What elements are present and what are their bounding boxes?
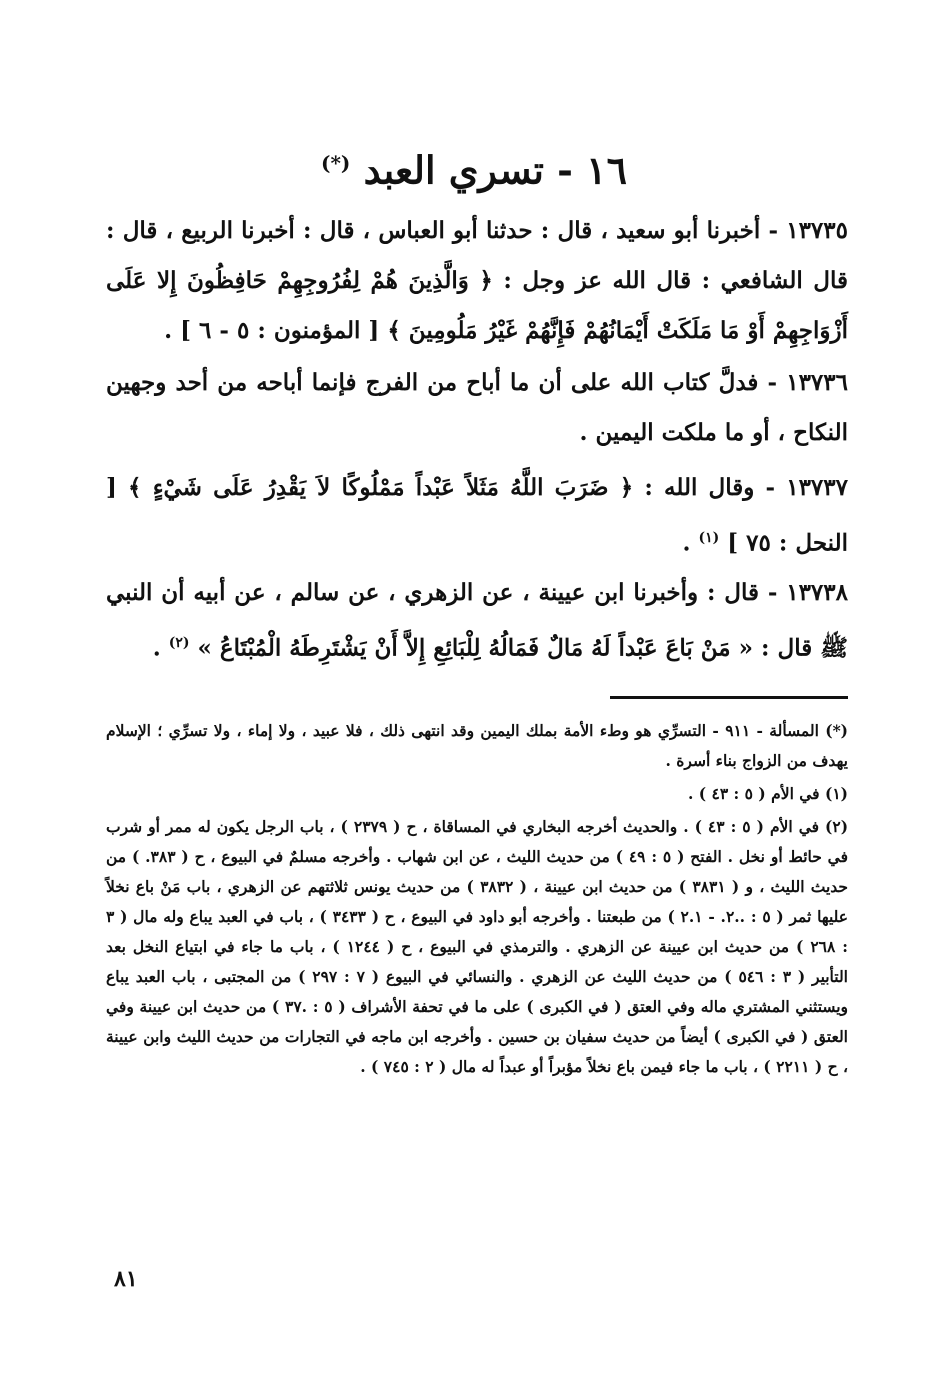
paragraph-13735 [106,206,848,356]
paragraph-text: ١٣٧٣٥ - أخبرنا أبو سعيد ، قال : حدثنا أبو العباس ، قال : أخبرنا الربيع ، قال : قال الشافعي : قال الله عز وجل : ﴿ وَالَّذِينَ هُمْ لِفُرُوجِهِمْ حَافِظُونَ إِلا عَلَى أَزْوَاجِهِمْ أَوْ مَا مَلَكَتْ أَيْمَانُهُمْ فَإِنَّهُمْ غَيْرُ مَلُومِينَ ﴾ [ المؤمنون : ٥ - ٦ ] . [106,217,848,344]
paragraph-13738 [106,568,848,674]
paragraph-end: . [152,634,169,662]
footnote-1: (١) في الأم ( ٥ : ٤٣ ) . [687,784,848,803]
paragraph-end: . [682,529,699,557]
chapter-footnote-marker: (*) [321,151,351,175]
footnote-ref-1: (١) [698,530,720,546]
paragraph-13736 [106,358,848,458]
footnote-ref-2: (٢) [168,635,190,651]
footnote-star: (*) المسألة - ٩١١ - التسرِّي هو وطء الأمة بملك اليمين وقد انتهى ذلك ، فلا عبيد ، ولا إماء ، ولا تسرِّي ؛ الإسلام يهدف من الزواج بناء أسرة . [106,721,849,770]
paragraph-text: ١٣٧٣٨ - قال : وأخبرنا ابن عيينة ، عن الزهري ، عن سالم ، عن أبيه أن النبي ﷺ قال : « مَنْ بَاعَ عَبْداً لَهُ مَالٌ فَمَالُهُ لِلْبَائِعِ إِلاَّ أَنْ يَشْتَرِطَهُ الْمُبْتَاعُ » [106,579,848,662]
paragraph-13737 [106,463,848,569]
paragraph-text: ١٣٧٣٧ - وقال الله : ﴿ ضَرَبَ اللَّهُ مَثَلاً عَبْداً مَمْلُوكًا لاَ يَقْدِرُ عَلَى شَيْءٍ ﴾ [ النحل : ٧٥ ] [106,474,848,557]
page-number: ٨١ [114,1266,138,1292]
footnote-separator [610,696,848,699]
footnote-2: (٢) في الأم ( ٥ : ٤٣ ) . والحديث أخرجه البخاري في المساقاة ، ح ( ٢٣٧٩ ) ، باب الرجل يكون له ممر أو شرب في حائط أو نخل . الفتح ( ٥ : ٤٩ ) من حديث الليث ، عن ابن شهاب . وأخرجه مسلمٌ في البيوع ، ح ( ٣٨٣. ) من حديث الليث ، و ( ٣٨٣١ ) من حديث ابن عيينة ، ( ٣٨٣٢ ) من حديث يونس ثلاثتهم عن الزهري ، باب مَنْ باع نخلاً عليها ثمر ( ٥ : ..٢. - ٢.١ ) من طبعتنا . وأخرجه أبو داود في البيوع ، ح ( ٣٤٣٣ ) ، باب في العبد يباع وله مال ( ٣ : ٢٦٨ ) من حديث ابن عيينة عن الزهري . والترمذي في البيوع ، ح ( ١٢٤٤ ) ، باب ما جاء في ابتياع النخل بعد التأبير ( ٣ : ٥٤٦ ) من حديث الليث عن الزهري . والنسائي في البيوع ( ٧ : ٢٩٧ ) من المجتبى ، باب العبد يباع ويستثني المشتري ماله وفي العتق ( في الكبرى ) على ما في تحفة الأشراف ( ٥ : .٣٧ ) من حديث ابن عيينة وفي العتق ( في الكبرى ) أيضاً من حديث سفيان بن حسين . وأخرجه ابن ماجه في التجارات من حديث الليث وابن عيينة ، ح ( ٢٢١١ ) ، باب ما جاء فيمن باع نخلاً مؤبراً أو عبداً له مال ( ٢ : ٧٤٥ ) . [106,817,849,1076]
paragraph-text: ١٣٧٣٦ - فدلَّ كتاب الله على أن ما أباح من الفرج فإنما أباحه من أحد وجهين النكاح ، أو ما ملكت اليمين . [106,369,848,446]
chapter-title-text: ١٦ - تسري العبد [363,147,627,193]
chapter-title [0,135,948,199]
footnotes-section [106,716,848,1085]
